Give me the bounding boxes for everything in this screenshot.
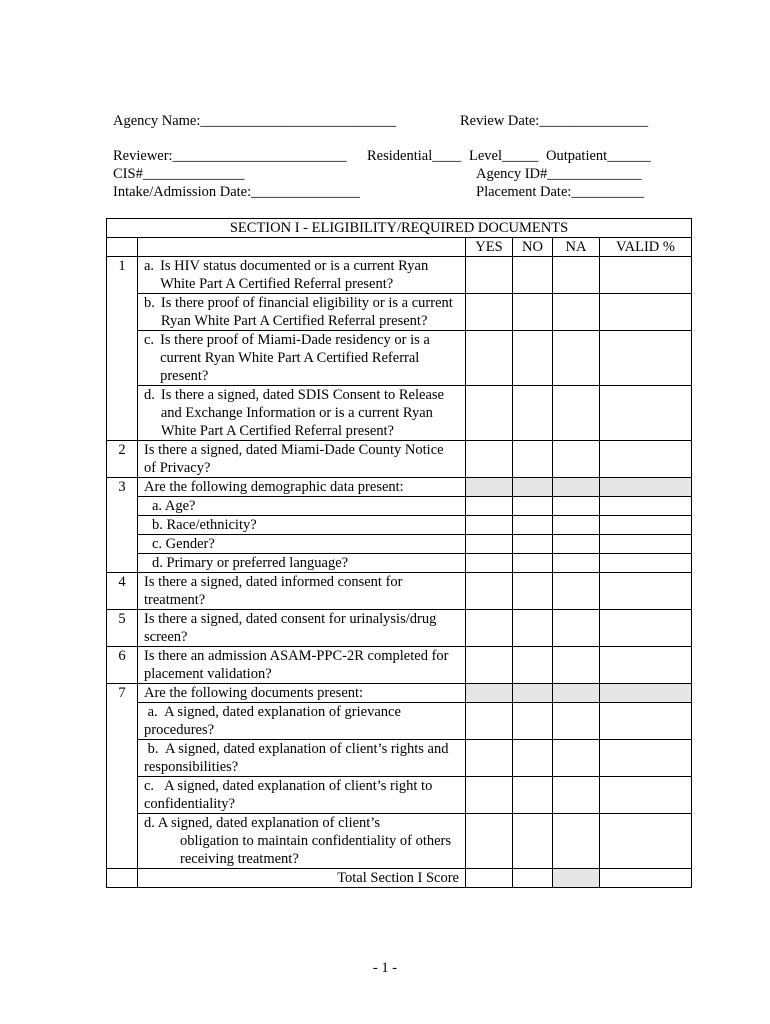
yes-cell[interactable] (466, 647, 513, 684)
valid-cell[interactable] (600, 535, 692, 554)
item-text: Is HIV status documented or is a current Ryan White Part A Certified Referral present? (160, 258, 429, 292)
question-row-3a (107, 497, 692, 516)
question-number: 6 (107, 647, 138, 684)
question-row-5 (107, 610, 692, 647)
no-cell[interactable] (513, 610, 553, 647)
question-text (138, 331, 466, 386)
empty-cell (138, 238, 466, 257)
empty-cell (107, 238, 138, 257)
yes-cell[interactable] (466, 386, 513, 441)
level-field[interactable]: Level_____ (469, 148, 539, 164)
intake-admission-date-field[interactable]: Intake/Admission Date:_______________ (113, 184, 360, 200)
item-text-continued: obligation to maintain confidentiality of others receiving treatment? (180, 833, 452, 867)
yes-cell[interactable] (466, 497, 513, 516)
question-text: d. Primary or preferred language? (138, 554, 466, 573)
question-number: 7 (107, 684, 138, 869)
col-yes-header: YES (466, 238, 513, 257)
question-text: b. Race/ethnicity? (138, 516, 466, 535)
valid-cell[interactable] (600, 294, 692, 331)
question-row-2 (107, 441, 692, 478)
question-text: Are the following documents present: (138, 684, 466, 703)
question-text: c. A signed, dated explanation of client’s right to confidentiality? (138, 777, 466, 814)
shaded-cell (600, 684, 692, 703)
question-number: 4 (107, 573, 138, 610)
outpatient-field[interactable]: Outpatient______ (546, 148, 651, 164)
col-valid-header: VALID % (600, 238, 692, 257)
no-cell[interactable] (513, 703, 553, 740)
valid-cell[interactable] (600, 814, 692, 869)
question-text: Is there a signed, dated Miami-Dade County Notice of Privacy? (138, 441, 466, 478)
yes-cell[interactable] (466, 610, 513, 647)
yes-cell[interactable] (466, 294, 513, 331)
yes-cell[interactable] (466, 257, 513, 294)
yes-cell[interactable] (466, 777, 513, 814)
yes-cell[interactable] (466, 814, 513, 869)
no-cell[interactable] (513, 386, 553, 441)
question-row-6 (107, 647, 692, 684)
shaded-cell (553, 684, 600, 703)
placement-date-field[interactable]: Placement Date:__________ (476, 184, 644, 200)
item-text: Is there a signed, dated SDIS Consent to Release and Exchange Information or is a current Ryan White Part A Certified Referral present? (160, 387, 444, 439)
question-row-7 (107, 684, 692, 703)
question-row-1b (107, 294, 692, 331)
question-row-1c (107, 331, 692, 386)
yes-cell[interactable] (466, 740, 513, 777)
valid-cell[interactable] (600, 516, 692, 535)
na-cell[interactable] (553, 441, 600, 478)
valid-cell[interactable] (600, 777, 692, 814)
na-cell[interactable] (553, 647, 600, 684)
na-cell[interactable] (553, 740, 600, 777)
question-text: Are the following demographic data present: (138, 478, 466, 497)
item-letter: b. (144, 295, 155, 311)
question-row-1a (107, 257, 692, 294)
question-row-4 (107, 573, 692, 610)
question-row-7b (107, 740, 692, 777)
yes-cell[interactable] (466, 331, 513, 386)
valid-cell[interactable] (600, 573, 692, 610)
col-na-header: NA (553, 238, 600, 257)
no-cell[interactable] (513, 516, 553, 535)
section-title: SECTION I - ELIGIBILITY/REQUIRED DOCUMENTS (107, 219, 692, 238)
na-cell[interactable] (553, 331, 600, 386)
no-cell[interactable] (513, 497, 553, 516)
no-cell[interactable] (513, 257, 553, 294)
review-date-field[interactable]: Review Date:_______________ (460, 113, 649, 129)
na-cell[interactable] (553, 777, 600, 814)
valid-cell[interactable] (600, 703, 692, 740)
page-number: - 1 - (372, 960, 398, 976)
question-number: 1 (107, 257, 138, 441)
question-number: 5 (107, 610, 138, 647)
yes-cell[interactable] (466, 703, 513, 740)
yes-cell[interactable] (466, 573, 513, 610)
shaded-cell (553, 478, 600, 497)
na-cell[interactable] (553, 610, 600, 647)
total-valid-cell[interactable] (600, 869, 692, 888)
question-text: c. Gender? (138, 535, 466, 554)
question-text (138, 257, 466, 294)
no-cell[interactable] (513, 573, 553, 610)
no-cell[interactable] (513, 535, 553, 554)
shaded-cell (513, 478, 553, 497)
question-text (138, 386, 466, 441)
question-number: 3 (107, 478, 138, 573)
question-text (138, 814, 466, 869)
na-cell[interactable] (553, 497, 600, 516)
no-cell[interactable] (513, 740, 553, 777)
yes-cell[interactable] (466, 554, 513, 573)
shaded-cell (513, 684, 553, 703)
no-cell[interactable] (513, 647, 553, 684)
na-cell[interactable] (553, 294, 600, 331)
question-text: Is there a signed, dated informed consent for treatment? (138, 573, 466, 610)
agency-name-field[interactable]: Agency Name:___________________________ (113, 113, 397, 129)
valid-cell[interactable] (600, 610, 692, 647)
na-cell[interactable] (553, 573, 600, 610)
question-row-3b (107, 516, 692, 535)
item-letter: d. (144, 387, 155, 403)
no-cell[interactable] (513, 331, 553, 386)
valid-cell[interactable] (600, 386, 692, 441)
na-cell[interactable] (553, 703, 600, 740)
no-cell[interactable] (513, 294, 553, 331)
shaded-cell (466, 684, 513, 703)
na-cell[interactable] (553, 814, 600, 869)
item-letter: c. (144, 332, 155, 348)
na-cell[interactable] (553, 554, 600, 573)
yes-cell[interactable] (466, 516, 513, 535)
question-row-7d (107, 814, 692, 869)
valid-cell[interactable] (600, 441, 692, 478)
no-cell[interactable] (513, 814, 553, 869)
question-row-3 (107, 478, 692, 497)
shaded-cell (600, 478, 692, 497)
question-number: 2 (107, 441, 138, 478)
na-cell[interactable] (553, 516, 600, 535)
reviewer-field[interactable]: Reviewer:________________________ (113, 148, 347, 164)
na-cell[interactable] (553, 257, 600, 294)
item-text: d. A signed, dated explanation of client’s (144, 815, 380, 831)
total-score-label: Total Section I Score (138, 869, 466, 888)
valid-cell[interactable] (600, 647, 692, 684)
question-row-3d (107, 554, 692, 573)
section-title-row (107, 219, 692, 238)
item-text: Is there proof of financial eligibility or is a current Ryan White Part A Certified Referral present? (160, 295, 453, 329)
question-text: Is there an admission ASAM-PPC-2R completed for placement validation? (138, 647, 466, 684)
question-row-7c (107, 777, 692, 814)
shaded-cell (553, 869, 600, 888)
no-cell[interactable] (513, 441, 553, 478)
total-row (107, 869, 692, 888)
valid-cell[interactable] (600, 257, 692, 294)
column-header-row (107, 238, 692, 257)
valid-cell[interactable] (600, 740, 692, 777)
total-no-cell[interactable] (513, 869, 553, 888)
section-i-table (106, 218, 692, 888)
empty-cell (107, 869, 138, 888)
question-text: b. A signed, dated explanation of client’s rights and responsibilities? (138, 740, 466, 777)
yes-cell[interactable] (466, 441, 513, 478)
question-text: a. A signed, dated explanation of grievance procedures? (138, 703, 466, 740)
residential-field[interactable]: Residential____ (367, 148, 462, 164)
question-row-3c (107, 535, 692, 554)
item-text: Is there proof of Miami-Dade residency or is a current Ryan White Part A Certified Referral present? (160, 332, 430, 384)
item-letter: a. (144, 258, 155, 274)
col-no-header: NO (513, 238, 553, 257)
question-row-7a (107, 703, 692, 740)
shaded-cell (466, 478, 513, 497)
no-cell[interactable] (513, 554, 553, 573)
na-cell[interactable] (553, 386, 600, 441)
valid-cell[interactable] (600, 331, 692, 386)
na-cell[interactable] (553, 535, 600, 554)
total-yes-cell[interactable] (466, 869, 513, 888)
question-row-1d (107, 386, 692, 441)
agency-id-field[interactable]: Agency ID#_____________ (476, 166, 642, 182)
question-text: Is there a signed, dated consent for urinalysis/drug screen? (138, 610, 466, 647)
no-cell[interactable] (513, 777, 553, 814)
yes-cell[interactable] (466, 535, 513, 554)
question-text (138, 294, 466, 331)
valid-cell[interactable] (600, 497, 692, 516)
valid-cell[interactable] (600, 554, 692, 573)
question-text: a. Age? (138, 497, 466, 516)
cis-field[interactable]: CIS#______________ (113, 166, 245, 182)
